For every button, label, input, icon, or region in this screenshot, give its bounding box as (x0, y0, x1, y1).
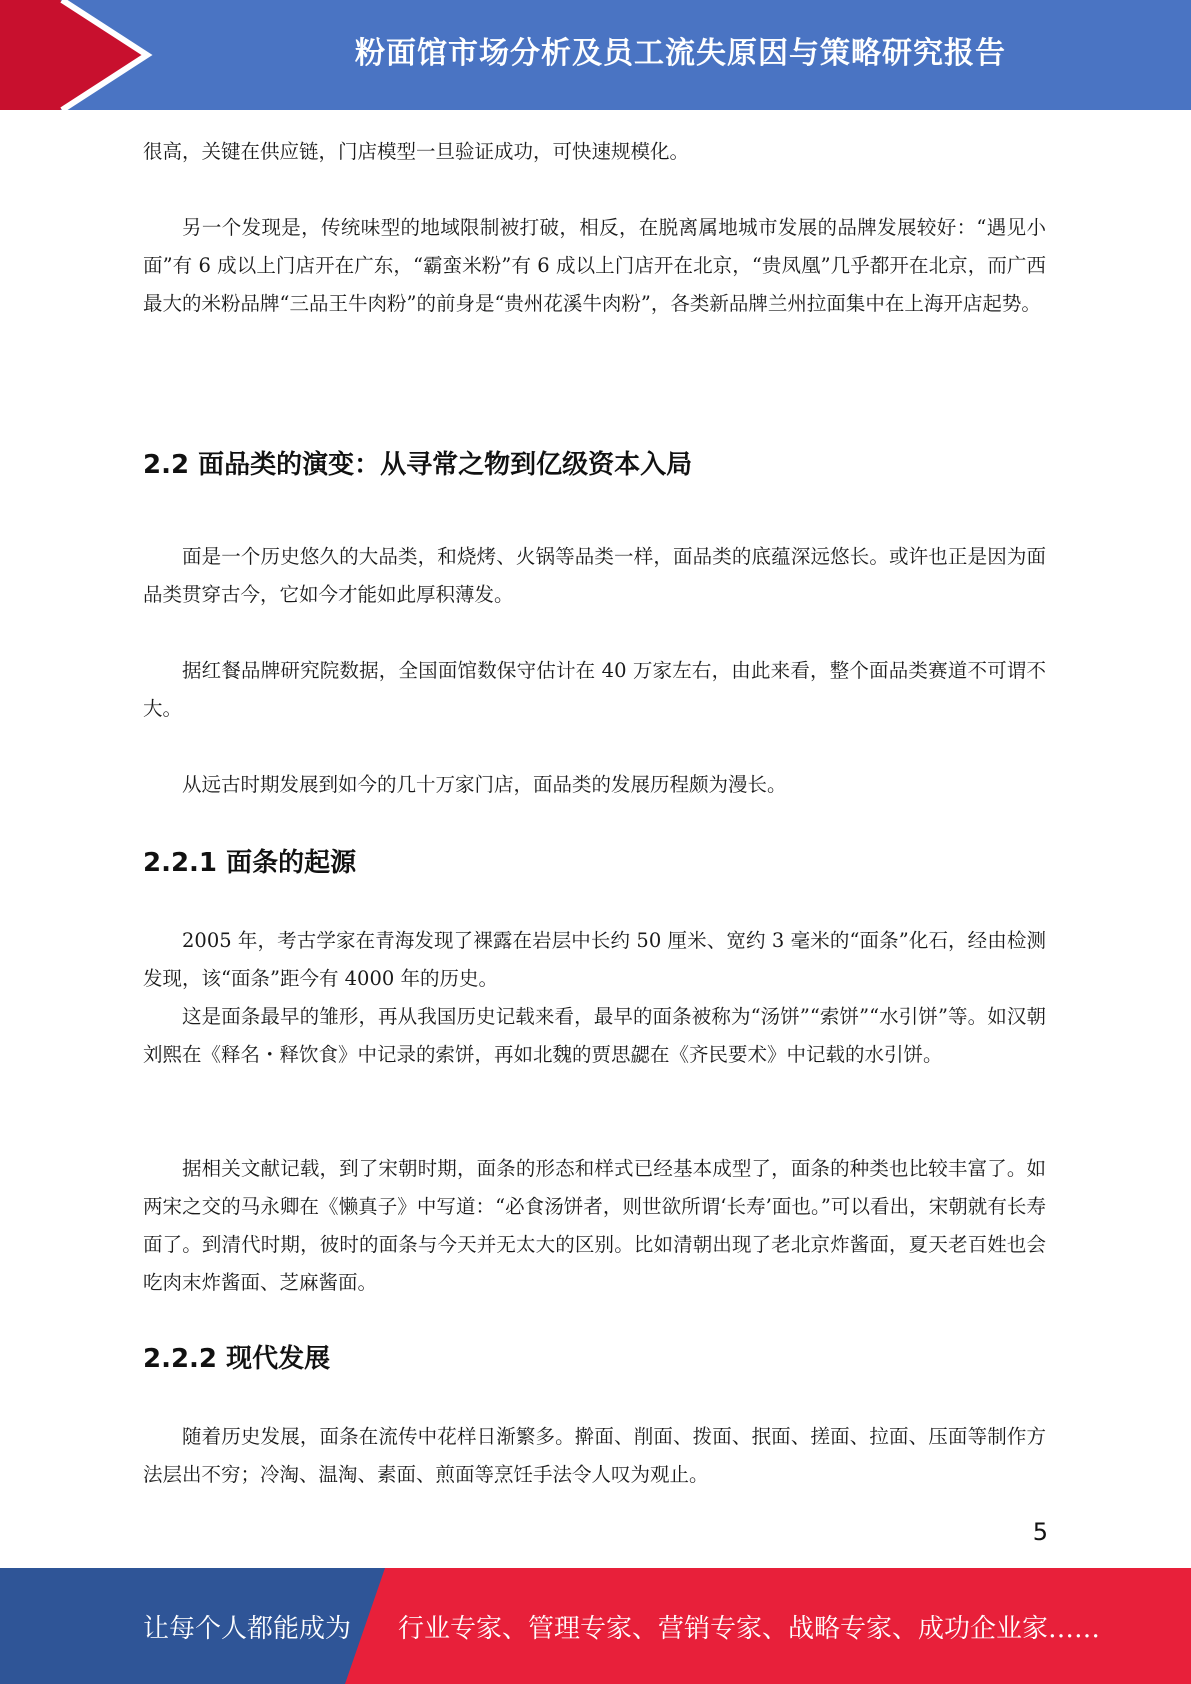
paragraph-history-intro: 从远古时期发展到如今的几十万家门店，面品类的发展历程颇为漫长。 (182, 773, 787, 796)
footer-slogan-right: 行业专家、管理专家、营销专家、战略专家、成功企业家…… (398, 1613, 1101, 1644)
arrow-chevron-icon (0, 0, 160, 110)
paragraph-market-size: 据红餐品牌研究院数据，全国面馆数保守估计在 40 万家左右，由此来看，整个面品类赛道不可谓不大。 (143, 659, 1046, 720)
section-heading-2-2-1: 2.2.1 面条的起源 (143, 848, 357, 878)
paragraph-noodle-category: 面是一个历史悠久的大品类，和烧烤、火锅等品类一样，面品类的底蕴深远悠长。或许也正是因为面品类贯穿古今，它如今才能如此厚积薄发。 (143, 545, 1046, 606)
paragraph-song-qing: 据相关文献记载，到了宋朝时期，面条的形态和样式已经基本成型了，面条的种类也比较丰富了。如两宋之交的马永卿在《懒真子》中写道：“必食汤饼者，则世欲所谓‘长寿’面也。”可以看出，宋朝就有长寿面了。到清代时期，彼时的面条与今天并无太大的区别。比如清朝出现了老北京炸酱面，夏天老百姓也会吃肉末炸酱面、芝麻酱面。 (143, 1157, 1046, 1294)
page-footer (0, 1568, 1191, 1684)
report-title: 粉面馆市场分析及员工流失原因与策略研究报告 (355, 36, 1006, 71)
page-number: 5 (1032, 1518, 1048, 1546)
paragraph-regional-brands: 另一个发现是，传统味型的地域限制被打破，相反，在脱离属地城市发展的品牌发展较好：“遇见小面”有 6 成以上门店开在广东，“霸蛮米粉”有 6 成以上门店开在北京，“贵凤凰”几乎都开在北京，而广西最大的米粉品牌“三品王牛肉粉”的前身是“贵州花溪牛肉粉”，各类新品牌兰州拉面集中在上海开店起势。 (143, 216, 1046, 315)
paragraph-continuation: 很高，关键在供应链，门店模型一旦验证成功，可快速规模化。 (143, 140, 690, 163)
section-heading-2-2-2: 2.2.2 现代发展 (143, 1344, 331, 1374)
paragraph-modern-development: 随着历史发展，面条在流传中花样日渐繁多。擀面、削面、拨面、抿面、搓面、拉面、压面等制作方法层出不穷；冷淘、温淘、素面、煎面等烹饪手法令人叹为观止。 (143, 1425, 1046, 1486)
footer-slogan-left: 让每个人都能成为 (143, 1613, 352, 1644)
paragraph-archaeology: 2005 年，考古学家在青海发现了裸露在岩层中长约 50 厘米、宽约 3 毫米的“面条”化石，经由检测发现，该“面条”距今有 4000 年的历史。 (143, 929, 1046, 990)
paragraph-early-records: 这是面条最早的雏形，再从我国历史记载来看，最早的面条被称为“汤饼”“索饼”“水引饼”等。如汉朝刘熙在《释名・释饮食》中记录的索饼，再如北魏的贾思勰在《齐民要术》中记载的水引饼。 (143, 1005, 1046, 1066)
section-heading-2-2: 2.2 面品类的演变：从寻常之物到亿级资本入局 (143, 450, 693, 480)
page-header (0, 0, 1191, 110)
